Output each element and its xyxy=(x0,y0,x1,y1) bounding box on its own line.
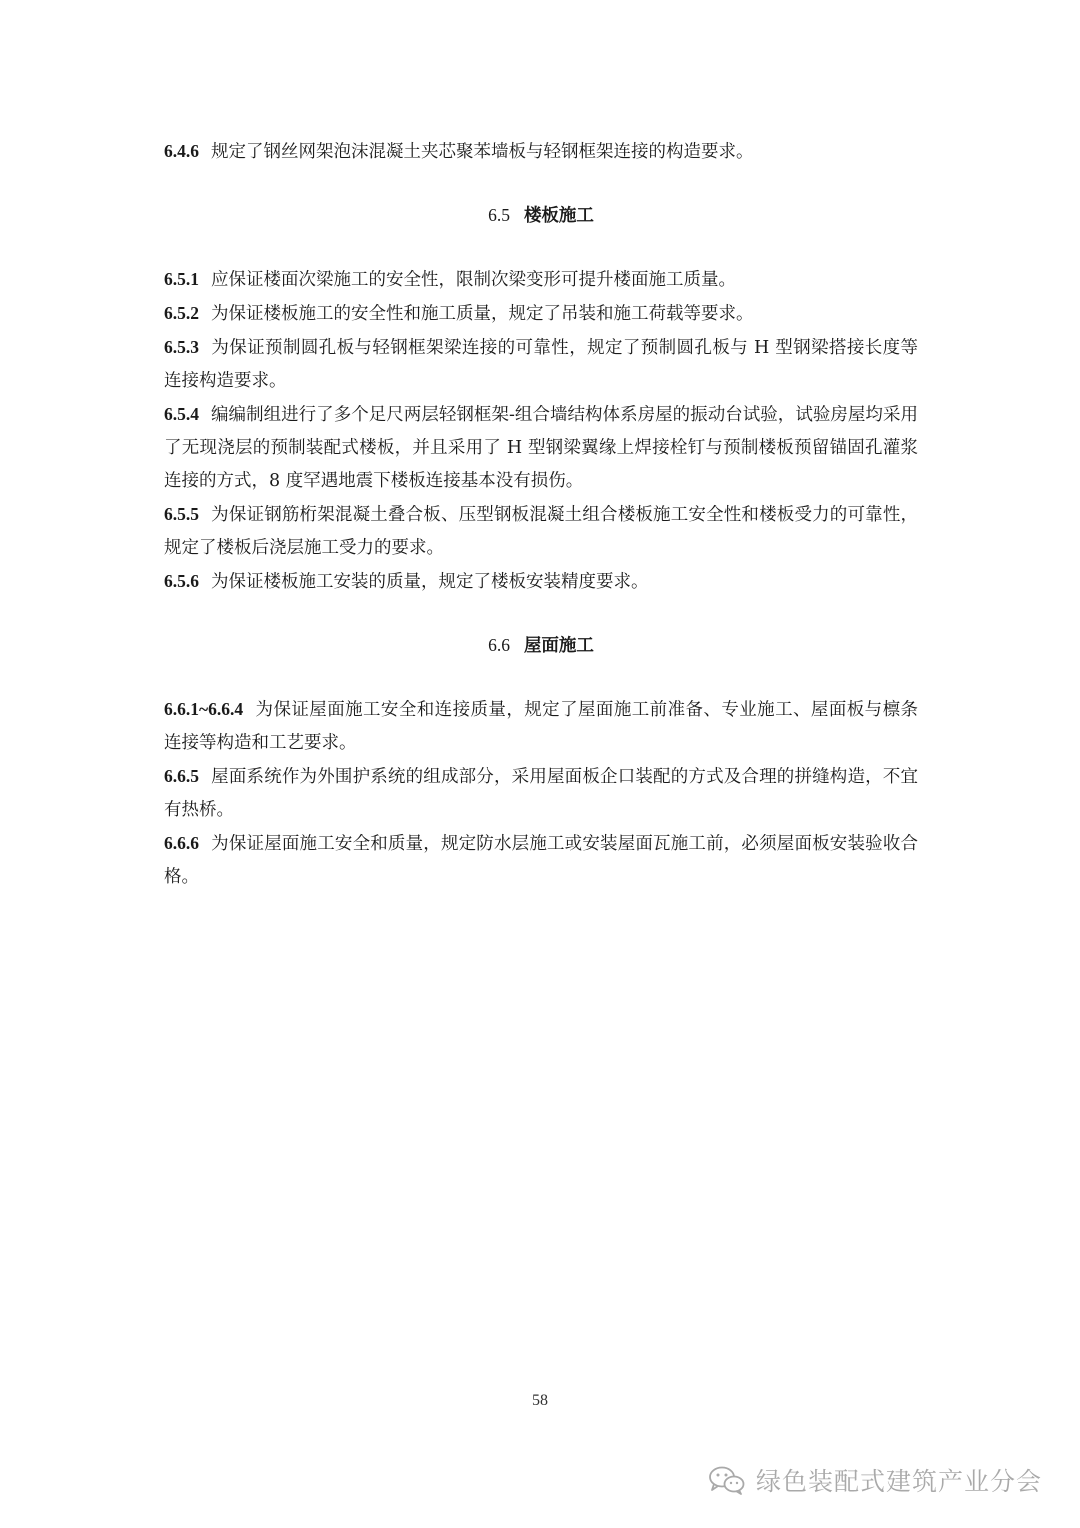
clause-text: 为保证屋面施工安全和连接质量，规定了屋面施工前准备、专业施工、屋面板与檩条连接等构造和工艺要求。 xyxy=(164,700,918,753)
clause-text: 为保证屋面施工安全和质量，规定防水层施工或安装屋面瓦施工前，必须屋面板安装验收合格。 xyxy=(164,834,918,887)
clause-number: 6.5.1 xyxy=(164,269,199,289)
clause-text: 为保证预制圆孔板与轻钢框架梁连接的可靠性，规定了预制圆孔板与 H 型钢梁搭接长度等连接构造要求。 xyxy=(164,338,918,391)
paragraph-6-4-6 xyxy=(164,135,918,169)
paragraph-6-6-1-to-6-6-4 xyxy=(164,693,918,760)
clause-number: 6.6.6 xyxy=(164,833,199,853)
paragraph-6-5-6 xyxy=(164,565,918,599)
watermark xyxy=(708,1462,1042,1498)
page-number: 58 xyxy=(532,1392,548,1409)
clause-number: 6.5.2 xyxy=(164,303,199,323)
paragraph-6-6-6 xyxy=(164,827,918,894)
wechat-icon xyxy=(708,1465,746,1495)
clause-number: 6.5.3 xyxy=(164,337,199,357)
clause-number: 6.4.6 xyxy=(164,141,199,161)
section-heading-6-6 xyxy=(164,629,918,663)
clause-text: 应保证楼面次梁施工的安全性，限制次梁变形可提升楼面施工质量。 xyxy=(211,270,736,290)
clause-text: 编编制组进行了多个足尺两层轻钢框架-组合墙结构体系房屋的振动台试验，试验房屋均采用了无现浇层的预制装配式楼板，并且采用了 H 型钢梁翼缘上焊接栓钉与预制楼板预留锚固孔灌浆连接的方式，8 度罕遇地震下楼板连接基本没有损伤。 xyxy=(164,405,918,491)
clause-text: 为保证楼板施工安装的质量，规定了楼板安装精度要求。 xyxy=(211,572,649,592)
clause-number: 6.6.5 xyxy=(164,766,199,786)
clause-number: 6.5.4 xyxy=(164,404,199,424)
section-number: 6.5 xyxy=(488,205,510,225)
watermark-text: 绿色装配式建筑产业分会 xyxy=(756,1467,1043,1496)
section-title: 屋面施工 xyxy=(523,636,594,656)
clause-text: 为保证楼板施工的安全性和施工质量，规定了吊装和施工荷载等要求。 xyxy=(211,304,754,324)
section-number: 6.6 xyxy=(488,635,510,655)
paragraph-6-5-5 xyxy=(164,498,918,565)
paragraph-6-5-3 xyxy=(164,331,918,398)
clause-number: 6.5.6 xyxy=(164,571,199,591)
paragraph-6-5-4 xyxy=(164,398,918,498)
clause-text: 规定了钢丝网架泡沫混凝土夹芯聚苯墙板与轻钢框架连接的构造要求。 xyxy=(211,142,754,162)
clause-number: 6.5.5 xyxy=(164,504,199,524)
paragraph-6-5-2 xyxy=(164,297,918,331)
page-content xyxy=(164,135,918,894)
section-heading-6-5 xyxy=(164,199,918,233)
clause-text: 屋面系统作为外围护系统的组成部分，采用屋面板企口装配的方式及合理的拼缝构造，不宜有热桥。 xyxy=(164,767,918,820)
paragraph-6-5-1 xyxy=(164,263,918,297)
clause-number: 6.6.1~6.6.4 xyxy=(164,699,244,719)
paragraph-6-6-5 xyxy=(164,760,918,827)
section-title: 楼板施工 xyxy=(523,206,594,226)
clause-text: 为保证钢筋桁架混凝土叠合板、压型钢板混凝土组合楼板施工安全性和楼板受力的可靠性，规定了楼板后浇层施工受力的要求。 xyxy=(164,505,918,558)
